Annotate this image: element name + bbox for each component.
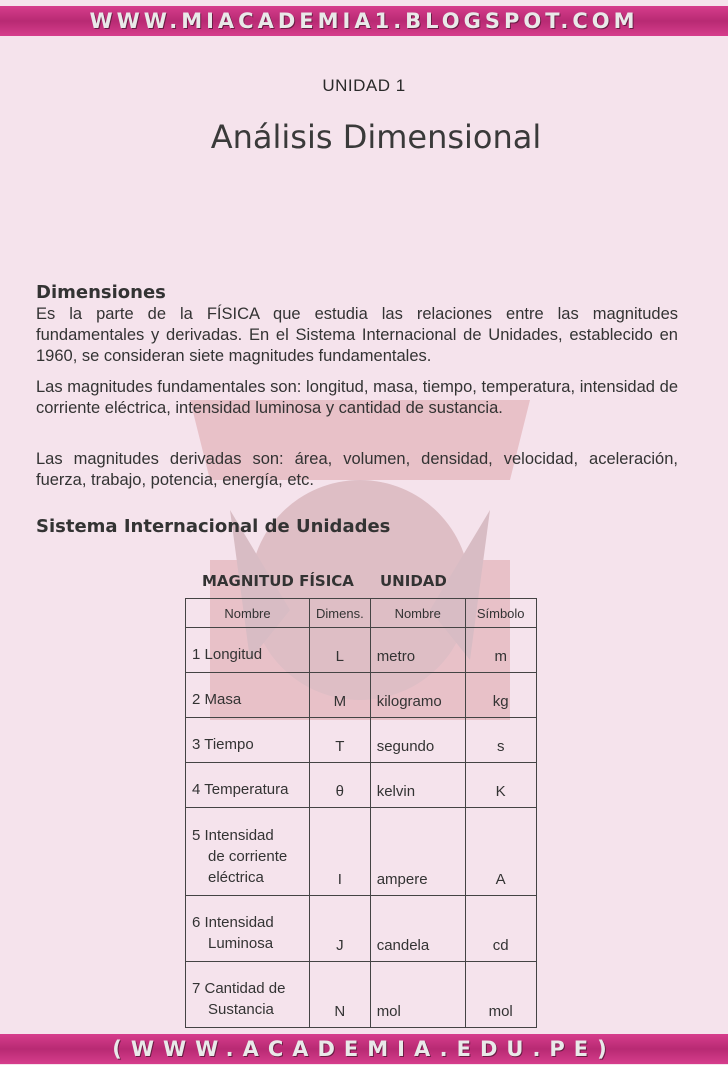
- magnitude-name: 3 Tiempo: [186, 718, 310, 763]
- column-header-nombre-magnitud: Nombre: [186, 599, 310, 628]
- bottom-banner: (WWW.ACADEMIA.EDU.PE): [0, 1034, 728, 1064]
- unit-name: segundo: [370, 718, 465, 763]
- table-group-unidad: UNIDAD: [380, 572, 447, 590]
- magnitude-name: 7 Cantidad de Sustancia: [186, 962, 310, 1028]
- column-header-dimension: Dimens.: [310, 599, 371, 628]
- magnitude-name: 1 Longitud: [186, 628, 310, 673]
- dimension-symbol: I: [310, 808, 371, 896]
- magnitude-name: 4 Temperatura: [186, 763, 310, 808]
- unit-name: candela: [370, 896, 465, 962]
- units-table: [185, 598, 537, 1028]
- dimension-symbol: J: [310, 896, 371, 962]
- table-row: [186, 673, 537, 718]
- table-group-magnitud: MAGNITUD FÍSICA: [202, 572, 354, 590]
- section-heading-si: Sistema Internacional de Unidades: [36, 516, 391, 537]
- section-heading-dimensiones: Dimensiones: [36, 282, 166, 303]
- unit-symbol: K: [465, 763, 536, 808]
- table-row: [186, 962, 537, 1028]
- paragraph-intro: Es la parte de la FÍSICA que estudia las relaciones entre las magnitudes fundamentales y derivadas. En el Sistema Internacional de Unidades, establecido en 1960, se consideran siete magnitudes fundamentales.: [36, 305, 678, 365]
- unit-name: kilogramo: [370, 673, 465, 718]
- unit-symbol: s: [465, 718, 536, 763]
- table-header-row: [186, 599, 537, 628]
- unit-name: mol: [370, 962, 465, 1028]
- unit-symbol: mol: [465, 962, 536, 1028]
- magnitude-name: 2 Masa: [186, 673, 310, 718]
- unit-name: metro: [370, 628, 465, 673]
- dimension-symbol: N: [310, 962, 371, 1028]
- column-header-simbolo: Símbolo: [465, 599, 536, 628]
- table-row: [186, 763, 537, 808]
- column-header-nombre-unidad: Nombre: [370, 599, 465, 628]
- table-row: [186, 628, 537, 673]
- table-row: [186, 808, 537, 896]
- unit-name: kelvin: [370, 763, 465, 808]
- unit-name: ampere: [370, 808, 465, 896]
- dimension-symbol: T: [310, 718, 371, 763]
- unit-symbol: cd: [465, 896, 536, 962]
- unit-symbol: A: [465, 808, 536, 896]
- unit-symbol: m: [465, 628, 536, 673]
- table-row: [186, 718, 537, 763]
- magnitude-name: 5 Intensidad de corriente eléctrica: [186, 808, 310, 896]
- dimension-symbol: M: [310, 673, 371, 718]
- unit-label: UNIDAD 1: [322, 76, 406, 95]
- magnitude-name: 6 Intensidad Luminosa: [186, 896, 310, 962]
- unit-symbol: kg: [465, 673, 536, 718]
- top-banner: WWW.MIACADEMIA1.BLOGSPOT.COM: [0, 6, 728, 36]
- paragraph-derivadas: Las magnitudes derivadas son: área, volumen, densidad, velocidad, aceleración, fuerza, trabajo, potencia, energía, etc.: [36, 450, 678, 489]
- dimension-symbol: θ: [310, 763, 371, 808]
- paragraph-fundamentales: Las magnitudes fundamentales son: longitud, masa, tiempo, temperatura, intensidad de corriente eléctrica, intensidad luminosa y cantidad de sustancia.: [36, 378, 678, 417]
- table-row: [186, 896, 537, 962]
- dimension-symbol: L: [310, 628, 371, 673]
- page-title: Análisis Dimensional: [210, 118, 542, 156]
